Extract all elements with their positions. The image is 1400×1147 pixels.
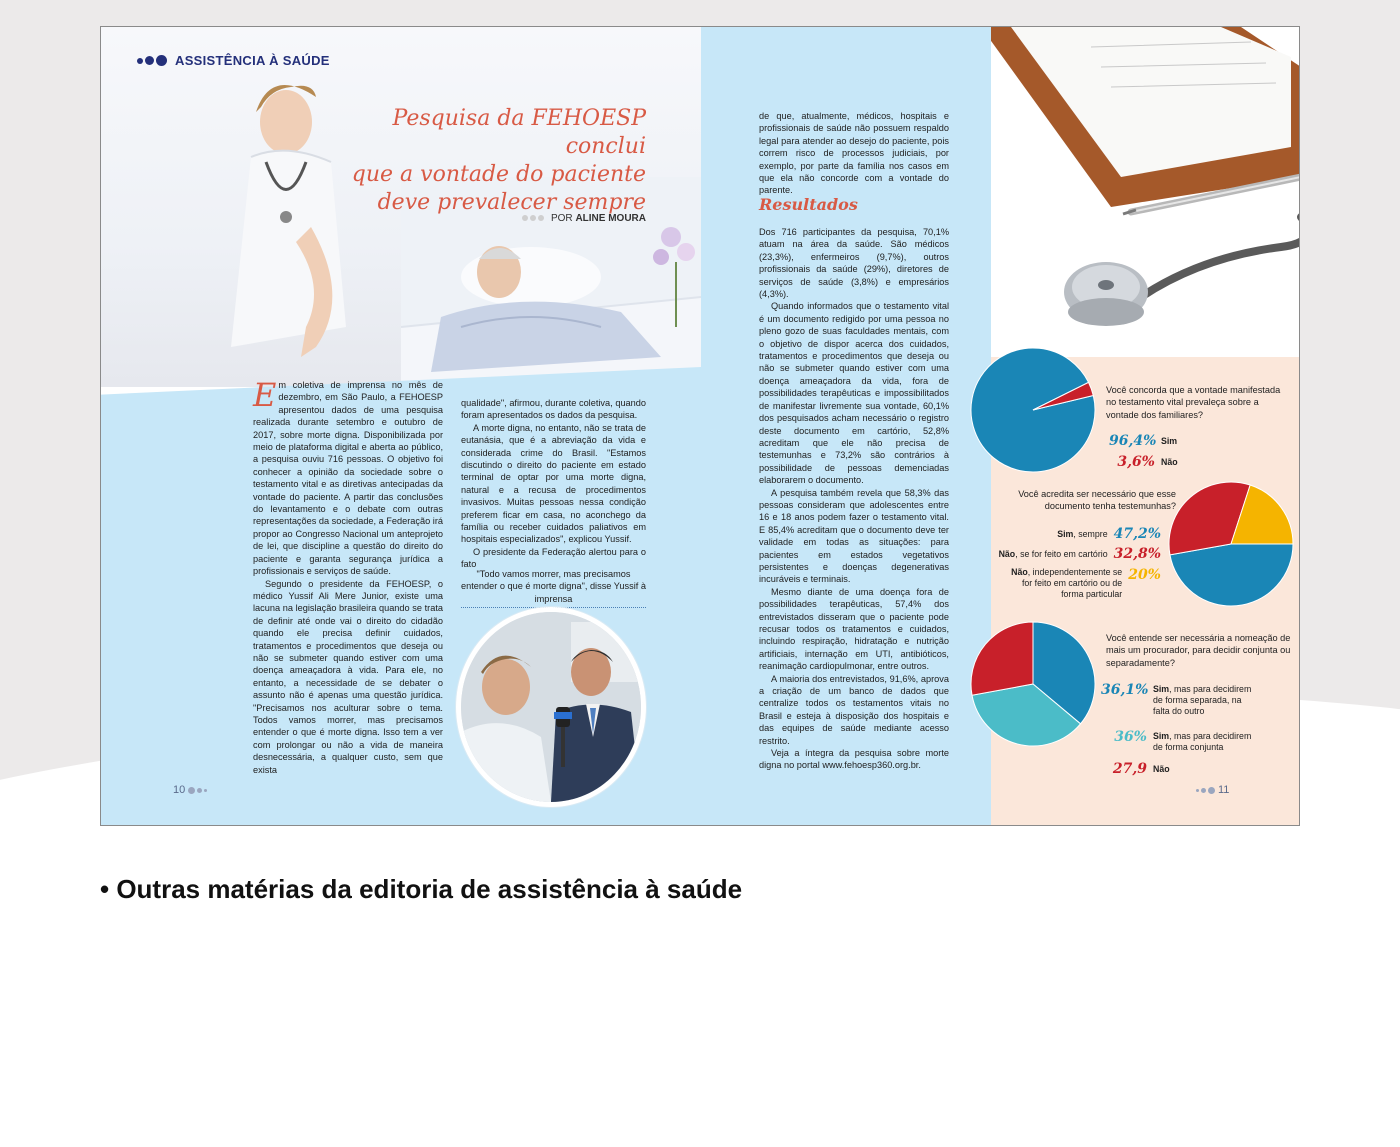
page-number-left: 10 <box>173 784 207 796</box>
article-paragraph: A morte digna, no entanto, não se trata de eutanásia, que é a abreviação da vida e considerada crime do Brasil. "Estamos discutindo o direito do paciente em estado terminal de optar por uma morte digna, natural e a recusa de procedimentos invasivos. Muitas pessoas nessa condição preferem ficar em casa, no aconchego da família ou receber cuidados paliativos em hospitais especializados", explicou Yussif. <box>461 422 646 545</box>
article-paragraph: O presidente da Federação alertou para o fato <box>461 546 646 570</box>
byline-dots-icon <box>522 215 544 221</box>
chart-3-legend-3 <box>1101 761 1170 777</box>
chart-3-label-bold: Sim <box>1153 731 1170 741</box>
headline-line-1: Pesquisa da FEHOESP conclui <box>392 106 646 159</box>
byline-author: ALINE MOURA <box>575 213 646 224</box>
article-paragraph: A maioria dos entrevistados, 91,6%, aprova a criação de um banco de dados que centralize todos os testamentos vitais no Brasil e esteja à disposição dos hospitais e das equipes de saúde mediante acesso restrito. <box>759 673 949 746</box>
chart-2-question: Você acredita ser necessário que esse documento tenha testemunhas? <box>1018 489 1176 512</box>
article-paragraph: A pesquisa também revela que 58,3% das pessoas consideram que adolescentes entre 16 e 18 anos podem fazer o testamento vital. E 85,4% acreditam que o documento deve ter validade em todas as situações: para pacientes em estados vegetativos persistentes e doenças degenerativas incuráveis e terminais. <box>759 487 949 585</box>
pie-chart-1 <box>968 345 1098 475</box>
section-tag <box>137 53 330 68</box>
article-paragraph: Mesmo diante de uma doença fora de possibilidades terapêuticas, 57,4% dos entrevistados disseram que o paciente pode recusar todos os tratamentos e cuidados, incluindo respiração, hidratação e nutrição artificiais, internação em UTI, antibióticos, reanimação cardiopulmonar, entre outros. <box>759 586 949 672</box>
left-page <box>101 27 701 826</box>
medical-props-illustration <box>991 27 1300 357</box>
article-column-3 <box>759 110 949 197</box>
page-dots-icon <box>188 787 207 794</box>
chart-1-question: Você concorda que a vontade manifestada no testamento vital prevaleça sobre a vontade dos familiares? <box>1106 385 1281 420</box>
pie-chart-2 <box>1166 479 1296 609</box>
chart-2-label-bold: Sim <box>1057 529 1074 539</box>
chart-2-label-rest: , sempre <box>1073 529 1108 539</box>
headline-line-2: que a vontade do paciente <box>351 162 646 187</box>
article-paragraph: Quando informados que o testamento vital é um documento redigido por uma pessoa no pleno gozo de suas faculdades mentais, com o objetivo de dispor acerca dos cuidados, tratamentos e procedimentos que deseja ou não se submeter quando estiver com uma doença ameaçadora da vida, fora de possibilidades terapêuticas e impossibilitados de manifestar livremente sua vontade, 60,1% dos pesquisados acham necessário o registro deste documento em cartório, 52,8% acreditam que ele não precisa de testemunhas e 73,2% são contrários à possibilidade de pessoas demenciadas elaborarem o documento. <box>759 301 949 486</box>
pie-chart-3 <box>968 619 1098 749</box>
chart-1-legend-nao <box>1109 454 1178 470</box>
section-dots-icon <box>137 55 167 66</box>
chart-1-value-label: 3,6% <box>1117 454 1155 470</box>
chart-2-value-label: 47,2% <box>1113 526 1161 542</box>
chart-3-label-bold: Sim <box>1153 684 1170 694</box>
chart-3-value-label: 36% <box>1114 729 1147 745</box>
interview-photo <box>456 607 646 807</box>
headline-line-3: deve prevalecer sempre <box>377 190 646 215</box>
article-paragraph: Em coletiva de imprensa no mês de dezembro, em São Paulo, a FEHOESP apresentou dados de uma pesquisa realizada durante setembro e outubro de 2017, sobre morte digna. Disponibilizada por meio de plataforma digital e aberta ao público, a pesquisa ouviu 716 pessoas. O objetivo foi conhecer a opinião da sociedade sobre o testamento vital e as diretivas antecipadas da vontade do paciente. A partir das conclusões do levantamento e o debate com outras representações da sociedade, a Federação irá propor ao Congresso Nacional um anteprojeto de lei, que discipline a questão do direito do paciente e garanta segurança jurídica a profissionais e serviços de saúde. <box>253 376 443 577</box>
article-paragraph: qualidade", afirmou, durante coletiva, quando foram apresentados os dados da pesquisa. <box>461 398 646 421</box>
page-caption: • Outras matérias da editoria de assistência à saúde <box>100 874 743 904</box>
page-number-right: 11 <box>1196 784 1229 796</box>
chart-1-value-label: 96,4% <box>1109 433 1157 449</box>
chart-2-label-rest: , se for feito em cartório <box>1015 549 1108 559</box>
chart-2-label-bold: Não <box>1011 567 1028 577</box>
chart-2-value-label: 32,8% <box>1113 546 1161 562</box>
chart-2-legend-1 <box>1001 526 1161 542</box>
article-paragraph: Veja a íntegra da pesquisa sobre morte digna no portal www.fehoesp360.org.br. <box>759 748 949 771</box>
chart-2-legend-3 <box>1011 567 1161 600</box>
byline-prefix: POR <box>550 213 573 224</box>
chart-2-label-bold: Não <box>998 549 1016 559</box>
chart-2-legend-2 <box>991 546 1161 562</box>
chart-2-label-rest: , independentemente se for feito em cartório ou de forma particular <box>1021 567 1123 599</box>
chart-3-label-bold: Não <box>1153 764 1170 774</box>
chart-3-label-rest: , mas para decidirem de forma conjunta <box>1153 731 1252 752</box>
chart-3-value-label: 27,9 <box>1112 761 1147 777</box>
article-paragraph: Segundo o presidente da FEHOESP, o médico Yussif Ali Mere Junior, existe uma lacuna na legislação brasileira quando se trata de definir até onde vai o direito do cidadão quando ele precisa definir cuidados, tratamentos e procedimentos que deseja ou não se submeter quando estiver com uma doença ameaçadora à vida. Para ele, no entanto, a necessidade de se debater o assunto não é apenas uma questão jurídica. "Precisamos nos aculturar sobre o tema. Todos vamos morrer, mas precisamos entender o que é morte digna. Isso tem a ver com prolongar ou não a vida de maneira desnecessária, a qualquer custo, sem que exista <box>253 578 443 775</box>
chart-3-legend-1 <box>1101 682 1258 717</box>
interview-illustration <box>461 612 641 802</box>
article-column-2 <box>461 397 646 571</box>
chart-1-category-label: Sim <box>1161 436 1178 446</box>
chart-3-legend-2 <box>1101 729 1258 753</box>
drop-cap: E <box>253 376 277 414</box>
photo-quote: "Todo vamos morrer, mas precisamos entender o que é morte digna", disse Yussif à imprensa <box>461 568 646 608</box>
page-dots-icon <box>1196 787 1215 794</box>
chart-1-category-label: Não <box>1161 457 1178 467</box>
results-heading: Resultados <box>759 195 858 214</box>
right-page <box>701 27 1300 826</box>
article-column-1 <box>253 376 443 776</box>
section-tag-label: ASSISTÊNCIA À SAÚDE <box>175 53 330 68</box>
pie-3-slice-3 <box>971 622 1033 695</box>
chart-3-label-rest: , mas para decidirem de forma separada, na falta do outro <box>1153 684 1252 716</box>
article-paragraph: de que, atualmente, médicos, hospitais e profissionais de saúde não possuem respaldo legal para atender ao desejo do paciente, pois correm risco de processos judiciais, por exemplo, por parte da família nos casos em que ela não concorde com a vontade do parente. <box>759 111 949 196</box>
article-paragraph: Dos 716 participantes da pesquisa, 70,1% atuam na área da saúde. São médicos (23,3%), enfermeiros (9,7%), outros profissionais da saúde (29%), diretores de serviços de saúde (3,8%) e empresários (4,3%). <box>759 227 949 300</box>
chart-2-value-label: 20% <box>1128 567 1161 583</box>
byline <box>522 213 646 224</box>
magazine-spread <box>100 26 1300 826</box>
chart-3-question: Você entende ser necessária a nomeação de mais um procurador, para decidir conjunta ou separadamente? <box>1106 633 1291 668</box>
chart-1-legend-sim <box>1109 433 1177 449</box>
chart-3-value-label: 36,1% <box>1101 682 1149 698</box>
article-column-4 <box>759 226 949 772</box>
pie-2-slice-1 <box>1170 544 1293 606</box>
headline <box>316 105 646 217</box>
